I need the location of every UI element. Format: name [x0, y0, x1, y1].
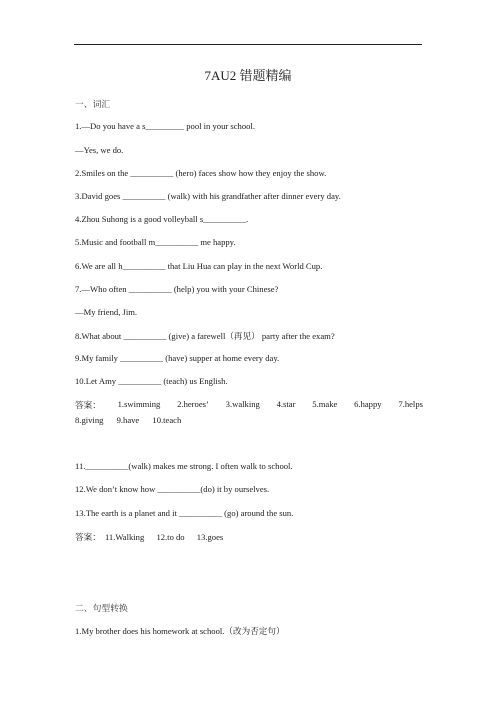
answer-line-7: —My friend, Jim. [75, 307, 138, 317]
question-13: 13.The earth is a planet and it __________ (go) around the sun. [75, 508, 294, 518]
answer-label: 答案： [75, 532, 101, 542]
question-2: 2.Smiles on the __________ (hero) faces show how they enjoy the show. [75, 168, 327, 178]
answer-key-row-1 [75, 399, 423, 411]
question-4: 4.Zhou Suhong is a good volleyball s__________. [75, 214, 249, 224]
header-rule [74, 44, 422, 45]
question-7: 7.—Who often __________ (help) you with your Chinese? [75, 284, 279, 294]
question-10: 10.Let Amy __________ (teach) us English. [75, 376, 228, 386]
transform-question-1: 1.My brother does his homework at school.（改为否定句） [75, 626, 285, 636]
answer-key-row-2 [75, 415, 423, 425]
section-heading-transform: 二、句型转换 [75, 603, 128, 613]
question-6: 6.We are all h__________ that Liu Hua can play in the next World Cup. [75, 261, 323, 271]
answer-item: 8.giving [75, 415, 104, 425]
page-title: 7AU2 错题精编 [204, 68, 292, 83]
question-3: 3.David goes __________ (walk) with his grandfather after dinner every day. [75, 191, 341, 201]
answer-item: 12.to do [156, 532, 185, 542]
question-12: 12.We don’t know how __________(do) it by ourselves. [75, 484, 270, 494]
answer-item: 1.swimming [117, 399, 161, 409]
answer-line-1: —Yes, we do. [75, 145, 124, 155]
answer-item: 2.heroes’ [177, 399, 209, 409]
answer-item: 5.make [312, 399, 338, 409]
question-1: 1.—Do you have a s_________ pool in your school. [75, 121, 255, 131]
answer-key-2 [75, 531, 233, 543]
section-heading-vocab: 一、词汇 [75, 99, 111, 109]
answer-item: 13.goes [196, 532, 224, 542]
answer-item: 4.star [276, 399, 296, 409]
question-5: 5.Music and football m__________ me happy. [75, 237, 236, 247]
answer-item: 9.have [116, 415, 140, 425]
question-8: 8.What about __________ (give) a farewell（再见） party after the exam? [75, 331, 335, 341]
question-11: 11.__________(walk) makes me strong. I often walk to school. [75, 461, 293, 471]
question-9: 9.My family __________ (have) supper at home every day. [75, 353, 280, 363]
answer-key-1 [75, 399, 423, 425]
answer-item: 6.happy [354, 399, 382, 409]
answer-label: 答案： [75, 400, 101, 410]
answer-item: 7.helps [398, 399, 423, 409]
answer-item: 10.teach [152, 415, 182, 425]
answer-item: 11.Walking [104, 532, 145, 542]
answer-item: 3.walking [225, 399, 260, 409]
